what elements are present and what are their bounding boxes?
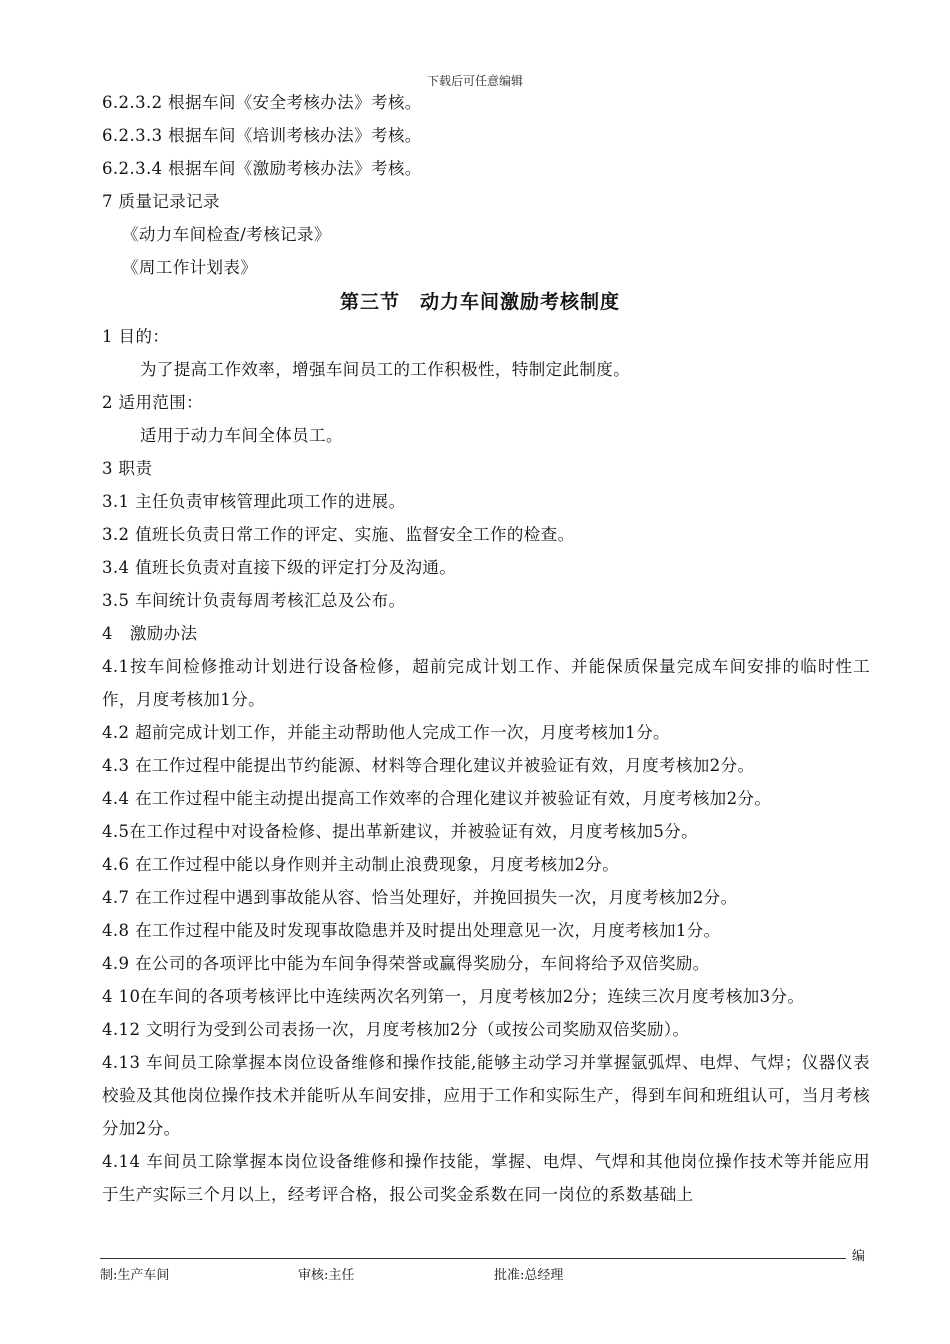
incentive-item: 4.5在工作过程中对设备检修、提出革新建议，并被验证有效，月度考核加5分。 <box>102 822 699 841</box>
incentive-item: 4.9 在公司的各项评比中能为车间争得荣誉或赢得奖励分，车间将给予双倍奖励。 <box>102 954 710 973</box>
incentive-heading: 4 激励办法 <box>102 624 198 643</box>
duty-item: 3.5 车间统计负责每周考核汇总及公布。 <box>102 591 406 610</box>
incentive-item: 4.3 在工作过程中能提出节约能源、材料等合理化建议并被验证有效，月度考核加2分。 <box>102 756 755 775</box>
incentive-item: 4.2 超前完成计划工作，并能主动帮助他人完成工作一次，月度考核加1分。 <box>102 723 670 742</box>
purpose-text: 为了提高工作效率，增强车间员工的工作积极性，特制定此制度。 <box>140 360 631 379</box>
incentive-item: 4.12 文明行为受到公司表扬一次，月度考核加2分（或按公司奖励双倍奖励）。 <box>102 1020 690 1039</box>
footer-approved: 批准:总经理 <box>494 1268 564 1283</box>
duties-heading: 3 职责 <box>102 459 153 478</box>
purpose-heading: 1 目的： <box>102 327 170 346</box>
incentive-item: 4.6 在工作过程中能以身作则并主动制止浪费现象，月度考核加2分。 <box>102 855 620 874</box>
document-body <box>102 86 870 1211</box>
section-title: 第三节 动力车间激励考核制度 <box>339 291 620 313</box>
footer-reviewed: 审核:主任 <box>298 1268 355 1283</box>
footer-edge-text: 编 <box>852 1249 866 1264</box>
footer-rule <box>100 1258 846 1259</box>
incentive-item: 4.8 在工作过程中能及时发现事故隐患并及时提出处理意见一次，月度考核加1分。 <box>102 921 721 940</box>
incentive-item: 4.13 车间员工除掌握本岗位设备维修和操作技能,能够主动学习并掌握氩弧焊、电焊、气焊；仪器仪表校验及其他岗位操作技术并能听从车间安排，应用于工作和实际生产，得到车间和班组认可，当月考核分加2分。 <box>102 1053 870 1138</box>
footer-prepared: 制:生产车间 <box>100 1268 170 1283</box>
scope-heading: 2 适用范围： <box>102 393 204 412</box>
clause-6-2-3-3: 6.2.3.3 根据车间《培训考核办法》考核。 <box>102 126 422 145</box>
header-note: 下载后可任意编辑 <box>426 74 523 88</box>
incentive-item: 4.4 在工作过程中能主动提出提高工作效率的合理化建议并被验证有效，月度考核加2分。 <box>102 789 772 808</box>
clause-6-2-3-2: 6.2.3.2 根据车间《安全考核办法》考核。 <box>102 93 422 112</box>
quality-records-heading: 7 质量记录记录 <box>102 192 220 211</box>
incentive-item: 4.1按车间检修推动计划进行设备检修，超前完成计划工作、并能保质保量完成车间安排的临时性工作，月度考核加1分。 <box>102 657 870 709</box>
scope-text: 适用于动力车间全体员工。 <box>140 426 343 445</box>
record-item: 《周工作计划表》 <box>122 258 258 277</box>
incentive-item: 4 10在车间的各项考核评比中连续两次名列第一，月度考核加2分；连续三次月度考核加3分。 <box>102 987 805 1006</box>
incentive-item: 4.14 车间员工除掌握本岗位设备维修和操作技能，掌握、电焊、气焊和其他岗位操作技术等并能应用于生产实际三个月以上，经考评合格，报公司奖金系数在同一岗位的系数基础上 <box>102 1152 870 1204</box>
duty-item: 3.2 值班长负责日常工作的评定、实施、监督安全工作的检查。 <box>102 525 575 544</box>
incentive-item: 4.7 在工作过程中遇到事故能从容、恰当处理好，并挽回损失一次，月度考核加2分。 <box>102 888 738 907</box>
duty-item: 3.1 主任负责审核管理此项工作的进展。 <box>102 492 406 511</box>
record-item: 《动力车间检查/考核记录》 <box>122 225 331 244</box>
duty-item: 3.4 值班长负责对直接下级的评定打分及沟通。 <box>102 558 457 577</box>
clause-6-2-3-4: 6.2.3.4 根据车间《激励考核办法》考核。 <box>102 159 422 178</box>
